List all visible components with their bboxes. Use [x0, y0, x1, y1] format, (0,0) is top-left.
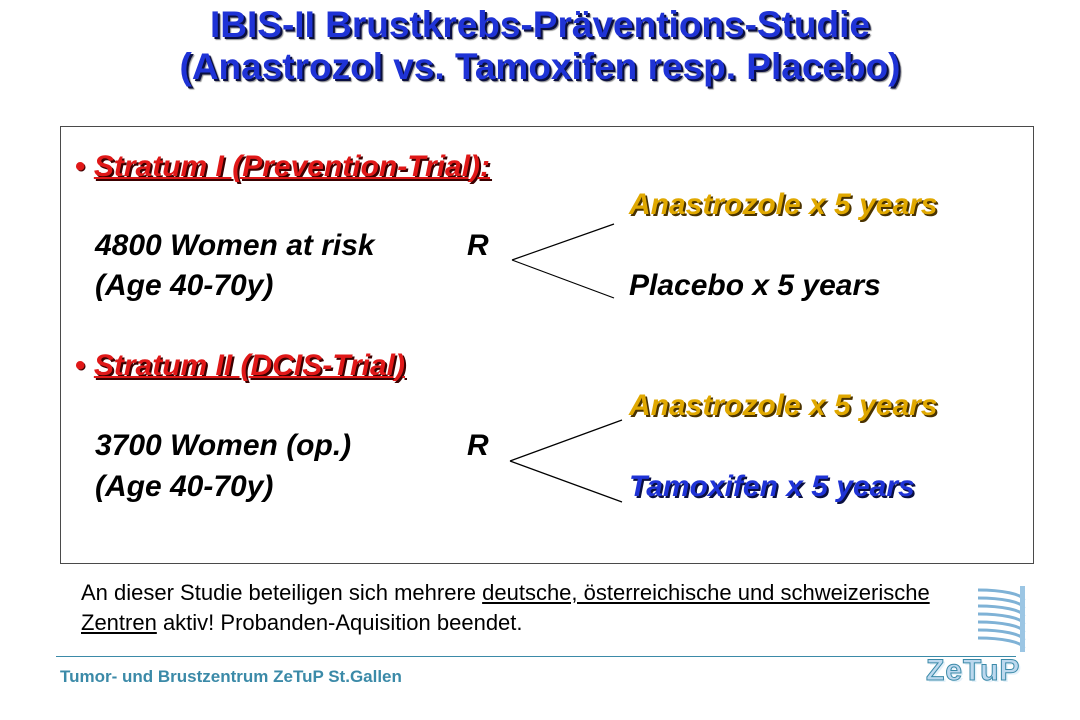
stratum2-heading: Stratum II (DCIS-Trial): [93, 349, 406, 382]
bullet-icon: •: [75, 150, 86, 183]
stratum2-age: (Age 40-70y): [95, 470, 274, 503]
note-text-1: An dieser Studie beteiligen sich mehrere: [81, 580, 483, 605]
footer-divider: [56, 656, 1016, 657]
stratum1-arm-top: Anastrozole x 5 years: [629, 188, 938, 221]
note-text-2: aktiv! Probanden-Aquisition beendet.: [156, 610, 523, 635]
note-underlined-text: deutsche, österreichische und schweizerische Zentren: [81, 580, 930, 635]
title-line-1: IBIS-II Brustkrebs-Präventions-Studie: [210, 4, 870, 45]
stratum1-randomization: R: [467, 229, 489, 262]
stratum2-population: 3700 Women (op.): [95, 429, 352, 462]
stratum2-branch-top: [510, 420, 622, 461]
stratum2-randomization: R: [467, 429, 489, 462]
stratum1-age: (Age 40-70y): [95, 269, 274, 302]
bullet-icon: •: [75, 349, 86, 382]
logo-wordmark: ZeTuP: [926, 654, 1021, 687]
stratum1-population: 4800 Women at risk: [95, 229, 375, 262]
stratum1-bullet-item: [75, 150, 490, 184]
stratum1-heading: Stratum I (Prevention-Trial):: [93, 150, 491, 183]
stratum1-branch-bottom: [512, 260, 614, 298]
stratum2-arm-top: Anastrozole x 5 years: [629, 389, 938, 422]
stratum2-arm-bottom: Tamoxifen x 5 years: [629, 470, 915, 503]
stratum2-branch-bottom: [510, 461, 622, 502]
stratum1-branch-top: [512, 224, 614, 260]
stratum2-bullet-item: [75, 349, 405, 383]
stratum1-arm-bottom: Placebo x 5 years: [629, 269, 881, 302]
footer-text: Tumor- und Brustzentrum ZeTuP St.Gallen: [60, 667, 402, 686]
title-line-2: (Anastrozol vs. Tamoxifen resp. Placebo): [179, 46, 901, 87]
study-note: [81, 578, 951, 638]
